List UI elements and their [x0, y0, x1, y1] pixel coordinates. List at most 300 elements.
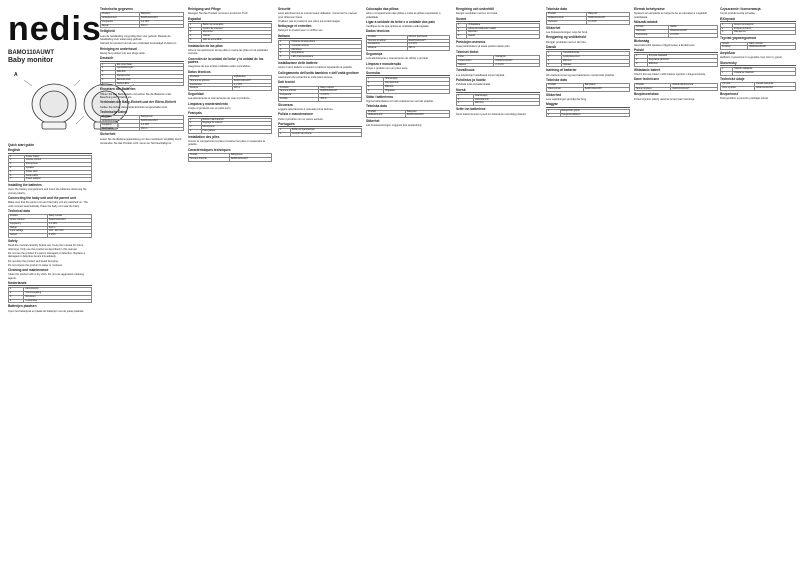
- table-cell: Lautstärkeregler: [115, 67, 183, 71]
- table-cell: Taajuus: [457, 63, 494, 67]
- table-cell: Tuote: [457, 55, 494, 59]
- table-cell: 4: [457, 35, 467, 39]
- spec-table: [546, 12, 630, 24]
- table-cell: 2: [279, 44, 290, 48]
- section-heading: Sätta i batterierna: [366, 94, 393, 99]
- paragraph: Lue käyttöohje huolellisesti ennen käyttöä.: [456, 73, 505, 77]
- section-heading: Sicherheit: [100, 132, 116, 137]
- paragraph: Czyść produkt suchą szmatką.: [720, 12, 756, 16]
- paragraph: Puhdista tuote kuivalla liinalla.: [456, 83, 491, 87]
- table-cell: BAMO110AUWT: [407, 39, 449, 43]
- section-heading: Verbinden der Baby-Einheit und der Eltern-Einheit: [100, 100, 176, 105]
- language-heading: Français: [188, 112, 272, 116]
- table-cell: Baby monitor: [47, 215, 91, 219]
- paragraph: Lees de handleiding zorgvuldig door voor gebruik. Bewaar de handleiding voor toekomstig gebruik.: [100, 34, 171, 42]
- table-cell: BAMO110AUWT: [494, 59, 540, 63]
- table-cell: Frequenz: [101, 123, 140, 127]
- table-cell: Artikelnummer: [367, 114, 406, 118]
- language-heading: Slovensky: [720, 62, 796, 66]
- column-7: [546, 6, 630, 562]
- section-heading: Technické údaje: [720, 76, 745, 81]
- table-cell: Babyfoon: [139, 13, 183, 17]
- table-cell: Vigilabebés: [232, 75, 271, 79]
- table-row: [457, 102, 540, 106]
- table-cell: 2,4 GHz: [232, 83, 271, 87]
- table-cell: 3: [635, 63, 648, 67]
- section-heading: Sikkerhed: [546, 92, 562, 97]
- spec-table: [720, 82, 796, 91]
- section-heading: Connecting the baby unit and the parent unit: [8, 196, 76, 201]
- section-heading: Instalación de las pilas: [188, 43, 223, 48]
- table-cell: Detská pestúnka: [755, 82, 796, 86]
- table-cell: 3: [9, 295, 24, 299]
- spec-table: [720, 42, 796, 51]
- table-row: [279, 97, 362, 101]
- table-cell: Artikelnummer: [101, 119, 140, 123]
- table-cell: Hangerőszabályzó: [560, 113, 630, 117]
- table-cell: 2: [457, 27, 467, 31]
- language-heading: Suomi: [456, 18, 540, 22]
- table-row: [101, 82, 184, 86]
- spec-table: [278, 86, 362, 102]
- paragraph: Przed użyciem należy uważnie przeczytać instrukcję.: [634, 97, 695, 101]
- table-cell: BAMO110AUWT: [319, 90, 362, 94]
- table-cell: 1: [279, 129, 291, 133]
- language-heading: Dansk: [546, 46, 630, 50]
- table-cell: 2,4 GHz: [669, 33, 718, 37]
- section-heading: Műszaki adatok: [634, 19, 658, 24]
- spec-table: [100, 12, 184, 28]
- paragraph: Abra el compartimento de las pilas e inserte las pilas con la polaridad correcta.: [188, 49, 268, 56]
- table-cell: Volumeregeling: [24, 292, 92, 296]
- table-cell: 2,4 GHz: [494, 63, 540, 67]
- paragraph: Leggere attentamente il manuale prima dell'uso.: [278, 108, 334, 112]
- spec-table: [8, 214, 92, 238]
- table-cell: Audio LEDs: [24, 174, 91, 178]
- table-cell: Power button: [24, 155, 91, 159]
- table-cell: 1: [367, 78, 384, 82]
- table-cell: 2: [279, 133, 291, 137]
- table-cell: BAMO110AUWT: [139, 17, 183, 21]
- section-heading: Technische gegevens: [100, 7, 133, 11]
- table-row: [9, 178, 92, 182]
- paragraph: Les bruksanvisningen nøye før bruk.: [546, 30, 588, 34]
- table-cell: Micrófono: [201, 31, 271, 35]
- table-cell: Altoparlante: [290, 52, 362, 56]
- table-cell: Bouton marche/arrêt: [201, 118, 271, 122]
- table-cell: BAMO110AUWT: [47, 219, 91, 223]
- table-cell: Číslo výrobku: [721, 86, 755, 90]
- table-cell: 5: [101, 78, 116, 82]
- table-cell: Artikelnummer: [101, 17, 140, 21]
- paragraph: Clean the product with a dry cloth. Do not use aggressive cleaning agents.: [8, 273, 85, 280]
- section-heading: Limpieza y mantenimiento: [188, 101, 228, 106]
- table-cell: Mikrofon: [383, 86, 449, 90]
- table-cell: BAMO110AUWT: [229, 157, 271, 161]
- table-cell: 1: [721, 23, 733, 27]
- table-row: [189, 39, 272, 43]
- table-cell: Frequency: [9, 222, 48, 226]
- paragraph: Asegúrese de que ambas unidades estén encendidas.: [188, 65, 251, 69]
- table-cell: Babycall: [587, 13, 630, 17]
- table-row: [721, 86, 796, 90]
- table-cell: Frekvens: [547, 20, 587, 24]
- table-cell: 2,4 GHz: [587, 20, 630, 24]
- section-heading: Dane techniczne: [634, 77, 660, 82]
- spec-table: [188, 118, 272, 134]
- paragraph: Open het batterijvak en plaats de batterijen met de juiste polariteit.: [8, 309, 85, 313]
- table-cell: Betriebs-LED: [115, 78, 183, 82]
- table-cell: Bereik: [101, 24, 140, 28]
- table-cell: Tænd/sluk-knap: [561, 52, 629, 56]
- spec-table: [188, 23, 272, 43]
- section-heading: Tekniske data: [546, 77, 567, 82]
- table-cell: 2,4 GHz: [139, 123, 183, 127]
- section-heading: Biztonság: [634, 38, 650, 43]
- paragraph: Lisez attentivement le manuel avant utilisation. Conservez le manuel pour référence future.: [278, 12, 357, 19]
- section-heading: Installing the batteries: [8, 183, 42, 188]
- table-row: [721, 31, 796, 35]
- table-cell: 4: [547, 63, 562, 67]
- table-cell: Niania elektroniczna: [671, 83, 718, 87]
- section-heading: Τεχνικά χαρακτηριστικά: [720, 36, 756, 41]
- spec-table: [8, 287, 92, 303]
- table-cell: Strömknapp: [383, 78, 449, 82]
- table-cell: Bekapcsoló gomb: [560, 109, 630, 113]
- table-cell: Κωδικός: [721, 46, 748, 50]
- table-cell: Alcance: [189, 87, 233, 91]
- spec-table: [456, 55, 540, 67]
- table-cell: Numer artykułu: [635, 87, 671, 91]
- table-cell: 2: [9, 292, 24, 296]
- table-cell: Numero articolo: [279, 90, 319, 94]
- table-cell: 6: [9, 174, 25, 178]
- table-cell: Mikrofon: [473, 102, 539, 106]
- language-heading: Magyar: [546, 103, 630, 107]
- section-heading: Bezpieczeństwo: [634, 92, 659, 97]
- paragraph: Open the battery compartment and insert the batteries observing the correct polarity.: [8, 188, 87, 195]
- table-cell: Réglage du volume: [201, 122, 271, 126]
- section-heading: Ασφάλεια: [720, 51, 735, 56]
- column-4: [278, 6, 362, 562]
- table-cell: Babyphone: [229, 154, 271, 158]
- table-cell: 2: [367, 82, 384, 86]
- table-cell: Itkuhälytin: [494, 55, 540, 59]
- table-cell: 5: [279, 56, 290, 60]
- table-cell: Volumkontroll: [473, 98, 539, 102]
- section-heading: Elemek behelyezése: [634, 7, 665, 11]
- table-row: [279, 56, 362, 60]
- paragraph: Pred použitím si pozorne prečítajte návod.: [720, 96, 769, 100]
- paragraph: Avaa paristolokero ja aseta paristot oikein päin.: [456, 45, 511, 49]
- paragraph: Abra o compartimento das pilhas e insira as pilhas respeitando a polaridade.: [366, 12, 441, 19]
- section-heading: Colocação das pilhas: [366, 7, 399, 11]
- table-cell: 300 m: [232, 87, 271, 91]
- table-cell: 2: [9, 159, 25, 163]
- table-cell: 3: [721, 31, 733, 35]
- table-cell: Högtalare: [383, 89, 449, 93]
- language-heading: Polski: [634, 49, 718, 53]
- table-cell: 2,4 GHz: [139, 20, 183, 24]
- table-cell: LED de encendido: [201, 39, 271, 43]
- table-cell: 300 m: [407, 47, 449, 51]
- section-heading: Seguridad: [188, 92, 204, 97]
- table-cell: Produkt: [547, 84, 584, 88]
- paragraph: Limpe o produto com um pano seco.: [366, 66, 409, 70]
- section-heading: Rengjøring og vedlikehold: [546, 35, 587, 40]
- section-heading: Czyszczenie i konserwacja: [720, 7, 761, 11]
- model-number: BAMO110AUWT: [8, 50, 55, 56]
- section-heading: Safety: [8, 239, 18, 244]
- table-row: [189, 87, 272, 91]
- paragraph: Öffnen Sie das Batteriefach und setzen Sie die Batterien unter Beachtung der Polarität ein.: [100, 92, 172, 99]
- table-row: [635, 33, 718, 37]
- table-cell: Número de artículo: [189, 79, 233, 83]
- table-cell: 5: [9, 170, 25, 174]
- section-heading: Säkerhet: [366, 119, 380, 124]
- table-cell: BAMO110AUWT: [405, 114, 449, 118]
- spec-table: [546, 83, 630, 92]
- language-heading: Nederlands: [8, 282, 92, 286]
- table-cell: Frequência: [367, 43, 408, 47]
- figure-label: A: [14, 72, 18, 78]
- spec-table: [366, 35, 450, 51]
- column-3: [188, 6, 272, 562]
- table-cell: 100 - 240 VAC: [47, 230, 91, 234]
- table-cell: LED di alimentazione: [290, 56, 362, 60]
- section-heading: Conexión de la unidad del bebé y la unidad de los padres: [188, 56, 264, 65]
- section-heading: Rengöring och underhåll: [456, 7, 494, 11]
- table-cell: 5: [189, 39, 202, 43]
- table-cell: Controlo do volume: [290, 133, 361, 137]
- language-heading: Svenska: [366, 72, 450, 76]
- language-heading: Deutsch: [100, 57, 184, 61]
- section-heading: Installazione delle batterie: [278, 61, 318, 66]
- table-cell: Product: [101, 13, 140, 17]
- paragraph: Do not drop the product and avoid bumping.: [8, 259, 59, 263]
- table-cell: 1: [9, 288, 24, 292]
- paragraph: Gebruik het product niet als een onderdeel beschadigd of defect is.: [100, 42, 177, 46]
- paragraph: N'utilisez pas le produit si une pièce est endommagée.: [278, 19, 341, 23]
- table-cell: Microfono: [290, 48, 362, 52]
- section-heading: Tekniset tiedot: [456, 49, 479, 54]
- spec-table: [634, 83, 718, 92]
- table-cell: 4: [9, 299, 24, 303]
- table-cell: Produkt: [635, 83, 671, 87]
- paragraph: Assicurarsi che entrambe le unità siano accese.: [278, 75, 333, 79]
- table-cell: BAMO110AUWT: [748, 46, 796, 50]
- table-cell: Højttaler: [561, 63, 629, 67]
- paragraph: Rengör produkten med en torr trasa.: [456, 12, 498, 16]
- table-cell: Baby monitor: [748, 42, 796, 46]
- table-row: [721, 71, 796, 75]
- section-heading: Veiligheid: [100, 29, 115, 34]
- table-cell: 3: [189, 126, 202, 130]
- table-cell: 7: [9, 178, 25, 182]
- spec-table: [188, 153, 272, 162]
- table-cell: Babyphone: [139, 116, 183, 120]
- table-cell: Frequentie: [101, 20, 140, 24]
- table-cell: 2: [457, 98, 474, 102]
- section-heading: Segurança: [366, 51, 383, 56]
- table-cell: 1: [457, 23, 467, 27]
- table-row: [457, 63, 540, 67]
- table-cell: Microphone: [201, 126, 271, 130]
- table-row: [547, 88, 630, 92]
- table-cell: 300 m: [47, 226, 91, 230]
- table-cell: 6 VDC: [47, 234, 91, 238]
- section-heading: Batterijen plaatsen: [8, 304, 37, 309]
- table-cell: Volume control: [24, 159, 91, 163]
- table-cell: Baby monitor: [319, 86, 362, 90]
- table-cell: Alcance: [367, 47, 408, 51]
- paragraph: Reinig het product met een droge doek.: [100, 51, 146, 55]
- table-row: [189, 130, 272, 134]
- spec-table: [278, 128, 362, 137]
- table-cell: 2: [547, 113, 561, 117]
- table-cell: 2: [635, 59, 648, 63]
- table-cell: Numéro d'article: [189, 157, 230, 161]
- table-row: [721, 46, 796, 50]
- table-cell: 3: [547, 59, 562, 63]
- table-cell: Produit: [189, 154, 230, 158]
- table-cell: Haut-parleur: [201, 130, 271, 134]
- spec-table: [100, 115, 184, 131]
- spec-table: [634, 54, 718, 66]
- section-heading: Nettoyage et entretien: [278, 24, 312, 29]
- section-heading: Datos técnicos: [188, 69, 211, 74]
- paragraph: Aprire il vano batterie e inserire le batterie rispettando la polarità.: [278, 66, 353, 70]
- table-cell: Produkt: [547, 13, 587, 17]
- table-cell: Produkt: [367, 110, 406, 114]
- section-heading: Installation des piles: [188, 134, 220, 139]
- paragraph: Limpie el producto con un paño seco.: [188, 107, 232, 111]
- paragraph: Do not use the product if a part is damaged or defective. Replace a damaged or defective device immediately.: [8, 251, 85, 259]
- table-cell: Altavoz: [201, 35, 271, 39]
- table-cell: Frekvencia: [635, 33, 669, 37]
- table-cell: Input voltage: [9, 230, 48, 234]
- table-cell: 1: [547, 52, 562, 56]
- section-heading: Turvallisuus: [456, 68, 475, 73]
- table-cell: Reichweite: [101, 127, 140, 131]
- table-cell: Tlačidlo napájania: [732, 68, 795, 72]
- language-heading: Português: [278, 123, 362, 127]
- section-heading: Puhdistus ja huolto: [456, 77, 486, 82]
- table-cell: 4: [189, 35, 202, 39]
- table-cell: Volymkontroll: [383, 82, 449, 86]
- section-heading: Bezpečnosť: [720, 91, 739, 96]
- table-cell: 4: [189, 130, 202, 134]
- table-row: [101, 127, 184, 131]
- table-cell: 2: [721, 27, 733, 31]
- table-cell: Control de volumen: [201, 27, 271, 31]
- paragraph: Nettoyez le produit avec un chiffon sec.: [278, 29, 324, 33]
- table-cell: Frequenza: [279, 94, 319, 98]
- table-cell: BAMO110AUWT: [139, 119, 183, 123]
- table-cell: Výrobok: [721, 82, 755, 86]
- table-cell: Tuotenumero: [457, 59, 494, 63]
- table-cell: Número do artigo: [367, 39, 408, 43]
- table-cell: Κουμπί λειτουργίας: [732, 23, 795, 27]
- table-cell: Prodotto: [279, 86, 319, 90]
- table-cell: Ovládanie hlasitosti: [732, 71, 795, 75]
- table-cell: 1: [189, 118, 202, 122]
- table-cell: Power adapter: [24, 178, 91, 182]
- table-cell: 3: [457, 102, 474, 106]
- table-row: [189, 157, 272, 161]
- table-cell: 3: [367, 86, 384, 90]
- section-heading: Sécurité: [278, 7, 291, 11]
- table-cell: Mikrofon: [647, 63, 717, 67]
- table-cell: 1: [279, 41, 290, 45]
- table-cell: Range: [9, 226, 48, 230]
- table-cell: 300 m: [139, 127, 183, 131]
- table-cell: Produto: [367, 35, 408, 39]
- table-cell: Power LED: [24, 170, 91, 174]
- table-row: [367, 47, 450, 51]
- spec-table: [546, 109, 630, 118]
- product-name: Baby monitor: [8, 57, 54, 64]
- table-cell: 2: [189, 27, 202, 31]
- table-cell: Output: [9, 234, 48, 238]
- section-heading: Caractéristiques techniques: [188, 147, 231, 152]
- paragraph: Stellen Sie sicher, dass beide Einheiten eingeschaltet sind.: [100, 105, 168, 109]
- section-heading: Tekniske data: [546, 7, 567, 11]
- table-cell: Mikrofoni: [467, 31, 540, 35]
- table-cell: 2: [189, 122, 202, 126]
- paragraph: Läs bruksanvisningen noggrant före användning.: [366, 124, 423, 128]
- table-cell: Article number: [9, 219, 48, 223]
- paragraph: Lea atentamente el manual antes de usar el producto.: [188, 97, 251, 101]
- table-cell: 4: [367, 89, 384, 93]
- table-cell: Portata: [279, 97, 319, 101]
- paragraph: Öppna batterifacket och sätt i batterierna med rätt polaritet.: [366, 99, 434, 103]
- table-row: [9, 234, 92, 238]
- column-1: [8, 142, 92, 562]
- table-row: [635, 87, 718, 91]
- table-cell: Przycisk zasilania: [647, 55, 717, 59]
- spec-table: [8, 155, 92, 183]
- section-heading: Wkładanie baterii: [634, 67, 661, 72]
- paragraph: Rengjør produktet med en tørr klut.: [546, 40, 587, 44]
- table-cell: 1: [635, 55, 648, 59]
- section-heading: Sette inn batteriene: [456, 107, 486, 112]
- table-cell: BAMO110AUWT: [587, 17, 630, 21]
- paragraph: Åpne batterirommet og sett inn batteriene med riktig polaritet.: [456, 112, 527, 116]
- table-row: [367, 114, 450, 118]
- paragraph: Pulire il prodotto con un panno asciutto.: [278, 117, 324, 121]
- table-cell: Varenummer: [547, 88, 584, 92]
- table-cell: Botão de ligar/desligar: [290, 129, 361, 133]
- table-cell: 2: [101, 67, 116, 71]
- section-heading: Tekniska data: [366, 104, 387, 109]
- table-row: [635, 63, 718, 67]
- table-cell: Botón de encendido: [201, 23, 271, 27]
- column-9: [720, 6, 796, 562]
- table-cell: 300 m: [319, 97, 362, 101]
- table-cell: 3: [457, 31, 467, 35]
- table-cell: Προϊόν: [721, 42, 748, 46]
- paragraph: Otwórz komorę baterii i włóż baterie zgodnie z biegunowością.: [634, 73, 706, 77]
- table-cell: 1: [189, 23, 202, 27]
- table-cell: 4: [101, 74, 116, 78]
- paragraph: Leia atentamente o manual antes de utilizar o produto.: [366, 57, 429, 61]
- table-cell: Äänenvoimakkuuden säätö: [467, 27, 540, 31]
- paragraph: Make sure that the parent unit and the baby unit are switched on. The units connect automatically. Place the baby unit near the baby.: [8, 201, 88, 208]
- section-heading: Reinigung und Pflege: [188, 7, 221, 11]
- table-row: [367, 89, 450, 93]
- table-cell: 4: [9, 166, 25, 170]
